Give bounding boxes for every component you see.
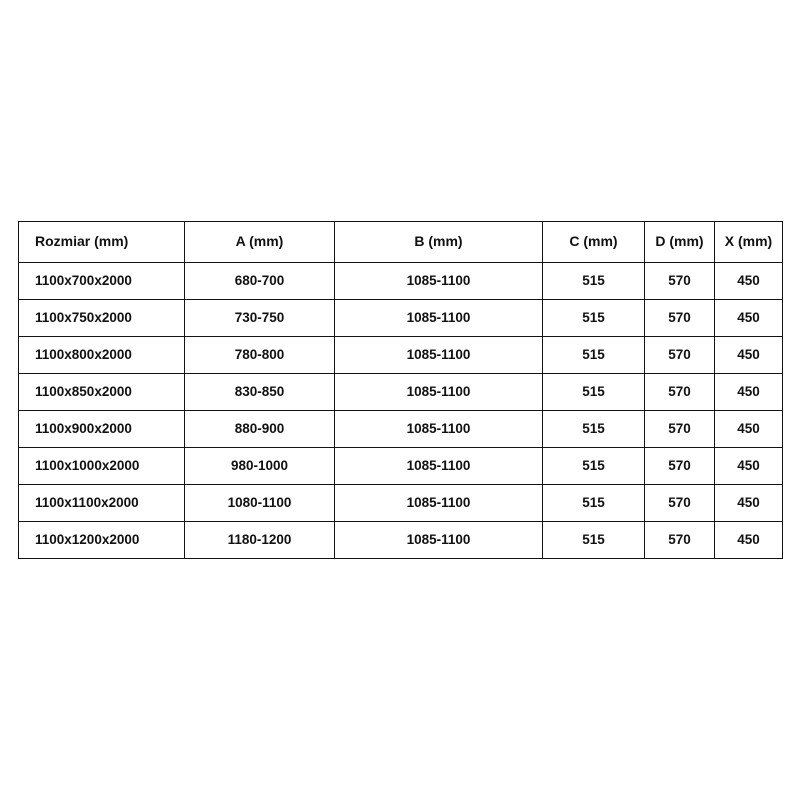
cell-d: 570	[645, 485, 715, 522]
table-row	[19, 337, 783, 374]
cell-b: 1085-1100	[335, 522, 543, 559]
column-header-d: D (mm)	[645, 222, 715, 263]
table-body	[19, 263, 783, 559]
cell-size: 1100x1000x2000	[19, 448, 185, 485]
cell-x: 450	[715, 337, 783, 374]
cell-d: 570	[645, 374, 715, 411]
cell-d: 570	[645, 411, 715, 448]
cell-d: 570	[645, 337, 715, 374]
table-row	[19, 411, 783, 448]
cell-a: 980-1000	[185, 448, 335, 485]
cell-c: 515	[543, 374, 645, 411]
table-row	[19, 374, 783, 411]
cell-a: 730-750	[185, 300, 335, 337]
cell-d: 570	[645, 300, 715, 337]
column-header-x: X (mm)	[715, 222, 783, 263]
cell-x: 450	[715, 485, 783, 522]
cell-d: 570	[645, 263, 715, 300]
table-row	[19, 448, 783, 485]
column-header-rozmiar: Rozmiar (mm)	[19, 222, 185, 263]
column-header-a: A (mm)	[185, 222, 335, 263]
cell-b: 1085-1100	[335, 411, 543, 448]
cell-a: 680-700	[185, 263, 335, 300]
table-row	[19, 485, 783, 522]
cell-x: 450	[715, 300, 783, 337]
cell-d: 570	[645, 448, 715, 485]
cell-size: 1100x700x2000	[19, 263, 185, 300]
cell-x: 450	[715, 411, 783, 448]
cell-a: 780-800	[185, 337, 335, 374]
column-header-c: C (mm)	[543, 222, 645, 263]
cell-b: 1085-1100	[335, 448, 543, 485]
cell-b: 1085-1100	[335, 485, 543, 522]
cell-a: 1080-1100	[185, 485, 335, 522]
cell-size: 1100x1200x2000	[19, 522, 185, 559]
table-header-row	[19, 222, 783, 263]
table-row	[19, 522, 783, 559]
cell-d: 570	[645, 522, 715, 559]
cell-c: 515	[543, 300, 645, 337]
cell-b: 1085-1100	[335, 374, 543, 411]
cell-a: 1180-1200	[185, 522, 335, 559]
cell-c: 515	[543, 448, 645, 485]
cell-size: 1100x850x2000	[19, 374, 185, 411]
cell-c: 515	[543, 411, 645, 448]
cell-size: 1100x750x2000	[19, 300, 185, 337]
cell-size: 1100x1100x2000	[19, 485, 185, 522]
cell-b: 1085-1100	[335, 337, 543, 374]
cell-c: 515	[543, 263, 645, 300]
cell-x: 450	[715, 263, 783, 300]
cell-a: 830-850	[185, 374, 335, 411]
specification-table-wrapper	[18, 221, 782, 559]
cell-x: 450	[715, 448, 783, 485]
table-header	[19, 222, 783, 263]
cell-c: 515	[543, 522, 645, 559]
cell-size: 1100x800x2000	[19, 337, 185, 374]
table-row	[19, 300, 783, 337]
cell-x: 450	[715, 522, 783, 559]
cell-a: 880-900	[185, 411, 335, 448]
column-header-b: B (mm)	[335, 222, 543, 263]
specification-table	[18, 221, 783, 559]
cell-b: 1085-1100	[335, 300, 543, 337]
cell-x: 450	[715, 374, 783, 411]
table-row	[19, 263, 783, 300]
cell-size: 1100x900x2000	[19, 411, 185, 448]
cell-b: 1085-1100	[335, 263, 543, 300]
cell-c: 515	[543, 485, 645, 522]
cell-c: 515	[543, 337, 645, 374]
